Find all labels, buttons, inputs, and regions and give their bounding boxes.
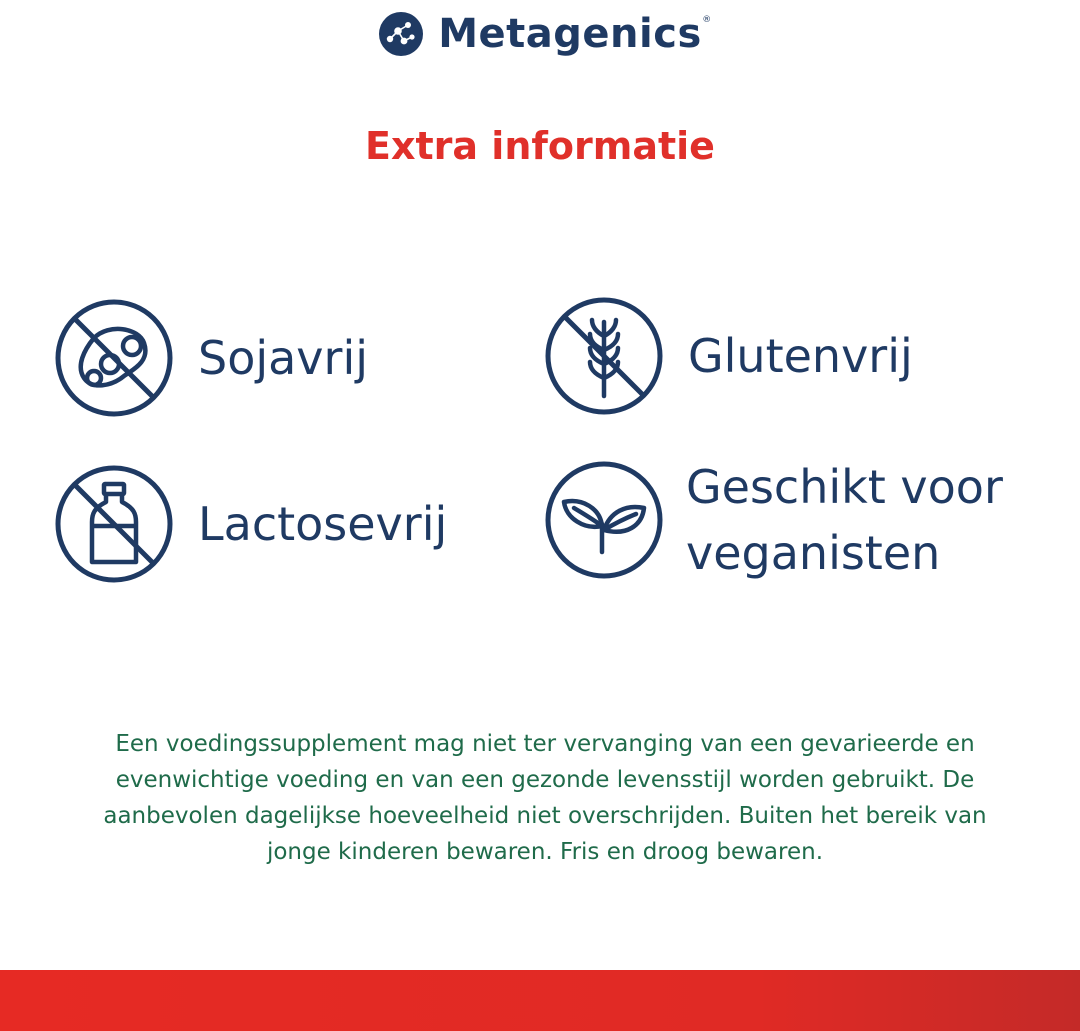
registered-mark: ® <box>702 15 712 25</box>
molecule-logo-icon <box>378 11 424 57</box>
feature-gluten-free <box>544 296 913 416</box>
footer-bar <box>0 970 1080 1031</box>
vegan-leaf-icon <box>544 460 664 580</box>
feature-label: Glutenvrij <box>688 329 913 383</box>
no-gluten-icon <box>544 296 664 416</box>
brand-name: Metagenics ® <box>438 11 712 57</box>
feature-lactose-free <box>54 464 447 584</box>
disclaimer-text: Een voedingssupplement mag niet ter vervanging van een gevarieerde en evenwichtige voeding en van een gezonde levensstijl worden gebruikt. De aanbevolen dagelijkse hoeveelheid niet overschrijden. Buiten het bereik van jonge kinderen bewaren. Fris en droog bewaren. <box>103 731 987 865</box>
feature-label <box>686 454 1026 586</box>
page-title: Extra informatie <box>365 124 715 168</box>
feature-label-line: Geschikt voor <box>686 460 1003 514</box>
no-lactose-icon <box>54 464 174 584</box>
brand-logo <box>0 8 1080 60</box>
feature-label: Sojavrij <box>198 331 369 385</box>
feature-vegan <box>544 454 1026 586</box>
feature-label: Lactosevrij <box>198 497 448 551</box>
feature-soy-free <box>54 298 368 418</box>
no-soy-icon <box>54 298 174 418</box>
feature-label-line: veganisten <box>686 526 941 580</box>
